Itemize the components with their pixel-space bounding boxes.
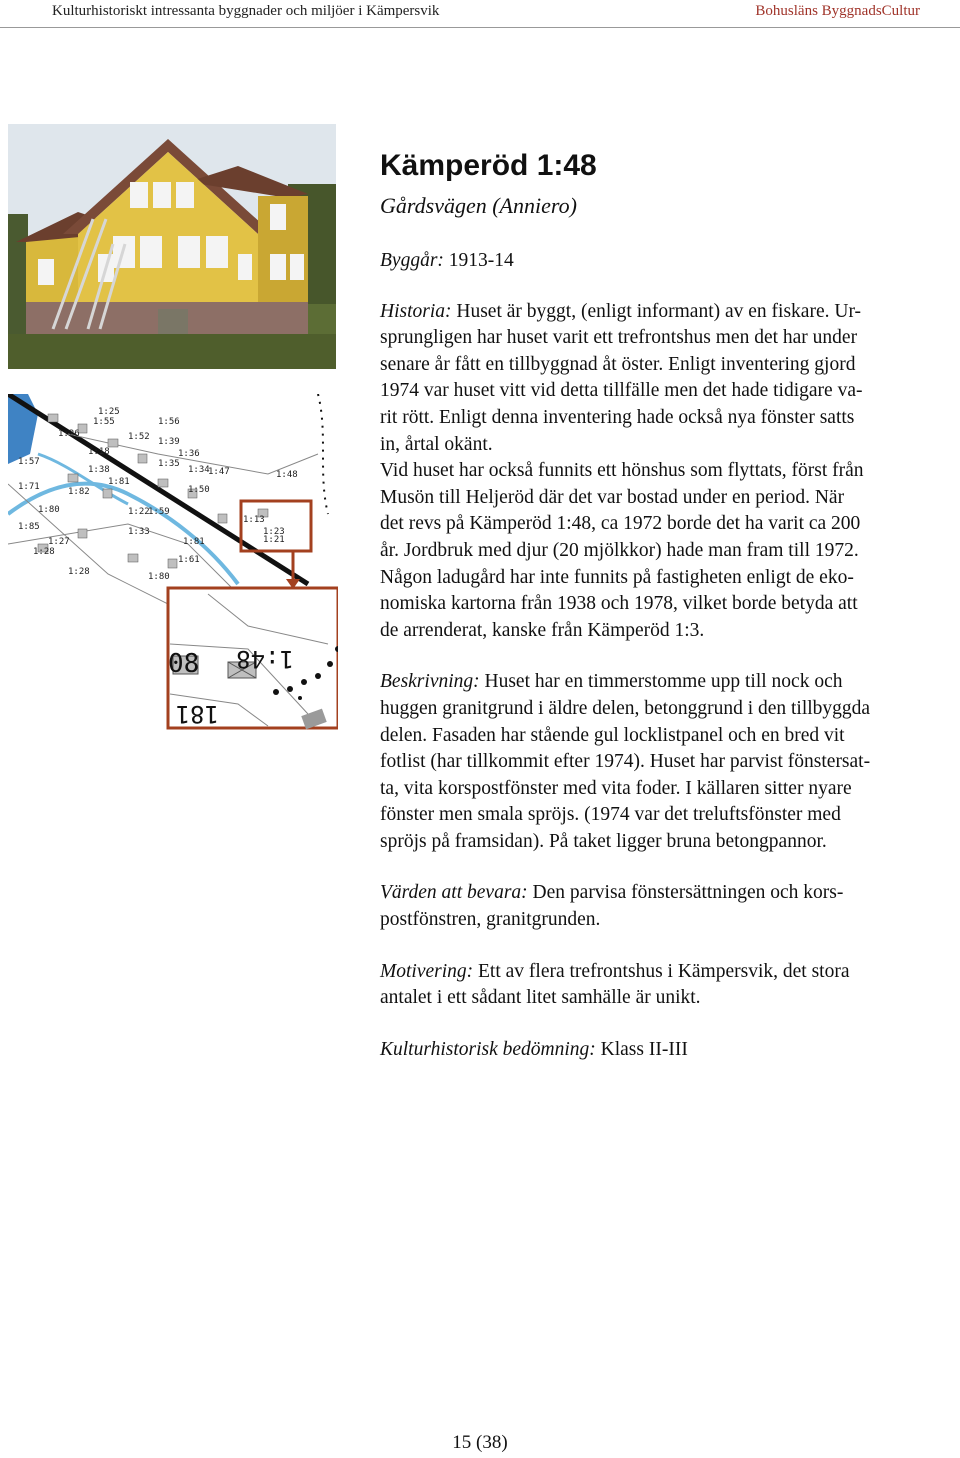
varden-line bbox=[380, 880, 955, 907]
map-label: 1:80 bbox=[38, 505, 60, 515]
byggar-label: Byggår: bbox=[380, 250, 444, 271]
beskrivning-line: fotlist (har tillkommit efter 1974). Huset har parvist fönstersat- bbox=[380, 751, 871, 773]
map-label: 1:23 bbox=[263, 527, 285, 537]
map-label: 1:28 bbox=[33, 547, 55, 557]
map-label: 1:47 bbox=[208, 467, 230, 477]
map-label: 1:34 bbox=[188, 465, 210, 475]
historia-line: nomiska kartorna från 1938 och 1978, vilket borde betyda att bbox=[380, 593, 858, 615]
byggar-value: 1913-14 bbox=[448, 250, 514, 271]
historia-line: Någon ladugård har inte funnits på fastigheten enligt de eko- bbox=[380, 566, 854, 588]
motivering-line bbox=[380, 959, 955, 986]
varden-label: Värden att bevara: bbox=[380, 882, 528, 904]
motivering-label: Motivering: bbox=[380, 960, 474, 982]
map-label: 1:28 bbox=[68, 567, 90, 577]
map-label: 1:38 bbox=[88, 465, 110, 475]
map-label: 1:13 bbox=[243, 515, 265, 525]
map-label: 1:48 bbox=[276, 470, 298, 480]
map-label: 1:50 bbox=[188, 485, 210, 495]
bedomning-value: Klass II-III bbox=[595, 1038, 688, 1060]
page-number: 15 (38) bbox=[452, 1432, 508, 1453]
map-label: 1:56 bbox=[158, 417, 180, 427]
beskrivning-line: fönster men smala spröjs. (1974 var det treluftsfönster med bbox=[380, 804, 841, 826]
historia-label: Historia: bbox=[380, 300, 452, 322]
bedomning-label: Kulturhistorisk bedömning: bbox=[380, 1038, 596, 1060]
motivering-text: Ett av flera trefrontshus i Kämpersvik, det stora bbox=[473, 960, 850, 982]
varden-line: postfönstren, granitgrunden. bbox=[380, 909, 601, 931]
historia-line: Vid huset har också funnits ett hönshus som flyttats, först från bbox=[380, 460, 864, 482]
historia-text: Huset är byggt, (enligt informant) av en fiskare. Ur- bbox=[451, 300, 862, 322]
map-label: 1:18 bbox=[88, 447, 110, 457]
motivering-line: antalet i ett sådant litet samhälle är unikt. bbox=[380, 987, 701, 1009]
inset-label-08: 08 bbox=[168, 649, 200, 679]
varden-section bbox=[380, 880, 955, 933]
beskrivning-section bbox=[380, 669, 955, 855]
map-label: 1:21 bbox=[263, 535, 285, 545]
map-label: 1:39 bbox=[158, 437, 180, 447]
inset-label-148: 1:48 bbox=[236, 645, 294, 673]
map-label: 1:27 bbox=[48, 537, 70, 547]
historia-line: rit rött. Enligt denna inventering hade också nya fönster satts bbox=[380, 406, 855, 428]
map-label: 1:36 bbox=[178, 449, 200, 459]
map-label: 1:59 bbox=[148, 507, 170, 517]
main-content bbox=[380, 140, 955, 1063]
byggar-field bbox=[380, 248, 955, 275]
historia-line: sprungligen har huset varit ett trefrontshus men det har under bbox=[380, 327, 858, 349]
header-publisher: Bohusläns ByggnadsCultur bbox=[755, 3, 920, 19]
house-photo bbox=[8, 124, 336, 369]
historia-line: in, årtal okänt. bbox=[380, 433, 493, 455]
header-divider bbox=[0, 27, 960, 28]
map-label: 1:55 bbox=[93, 417, 115, 427]
page-title: Kämperöd 1:48 bbox=[380, 149, 597, 182]
map-label: 1:25 bbox=[98, 407, 120, 417]
map-label: 1:82 bbox=[68, 487, 90, 497]
beskrivning-text: Huset har en timmerstomme upp till nock och bbox=[479, 671, 843, 693]
varden-text: Den parvisa fönstersättningen och kors- bbox=[527, 882, 844, 904]
header-document-title: Kulturhistoriskt intressanta byggnader och miljöer i Kämpersvik bbox=[52, 3, 440, 19]
beskrivning-label: Beskrivning: bbox=[380, 671, 480, 693]
historia-line bbox=[380, 299, 955, 326]
beskrivning-line: ta, vita korspostfönster med vita foder. I källaren sitter nyare bbox=[380, 777, 852, 799]
beskrivning-line: spröjs på framsidan). På taket ligger bruna betongpannor. bbox=[380, 830, 827, 852]
map-label: 1:80 bbox=[148, 572, 170, 582]
map-label: 1:85 bbox=[18, 522, 40, 532]
map-label: 1:33 bbox=[128, 527, 150, 537]
historia-line: 1974 var huset vitt vid detta tillfälle men det hade tidigare va- bbox=[380, 380, 863, 402]
map-label: 1:26 bbox=[58, 429, 80, 439]
historia-line: det revs på Kämperöd 1:48, ca 1972 borde det ha varit ca 200 bbox=[380, 513, 861, 535]
map-label: 1:71 bbox=[18, 482, 40, 492]
historia-line: de arrenderat, kanske från Kämperöd 1:3. bbox=[380, 619, 705, 641]
bedomning-section bbox=[380, 1037, 955, 1064]
motivering-section bbox=[380, 959, 955, 1012]
historia-section bbox=[380, 299, 955, 645]
map-label: 1:81 bbox=[183, 537, 205, 547]
historia-line: senare år fått en tillbyggnad åt öster. Enligt inventering gjord bbox=[380, 353, 856, 375]
beskrivning-line: huggen granitgrund i äldre delen, betonggrund i den tillbyggda bbox=[380, 697, 871, 719]
beskrivning-line: delen. Fasaden har stående gul locklistpanel och en bred vit bbox=[380, 724, 845, 746]
beskrivning-line bbox=[380, 669, 955, 696]
map-label: 1:35 bbox=[158, 459, 180, 469]
map-label: 1:61 bbox=[178, 555, 200, 565]
historia-line: år. Jordbruk med djur (20 mjölkkor) hade man fram till 1972. bbox=[380, 539, 859, 561]
map-label: 1:57 bbox=[18, 457, 40, 467]
map-label: 1:52 bbox=[128, 432, 150, 442]
property-map bbox=[8, 394, 338, 734]
historia-line: Musön till Heljeröd där det var bostad under en period. När bbox=[380, 486, 845, 508]
address-subtitle: Gårdsvägen (Anniero) bbox=[380, 193, 577, 218]
map-label: 1:22 bbox=[128, 507, 150, 517]
map-inset bbox=[168, 588, 338, 729]
inset-label-181: 181 bbox=[175, 700, 219, 728]
map-label: 1:81 bbox=[108, 477, 130, 487]
